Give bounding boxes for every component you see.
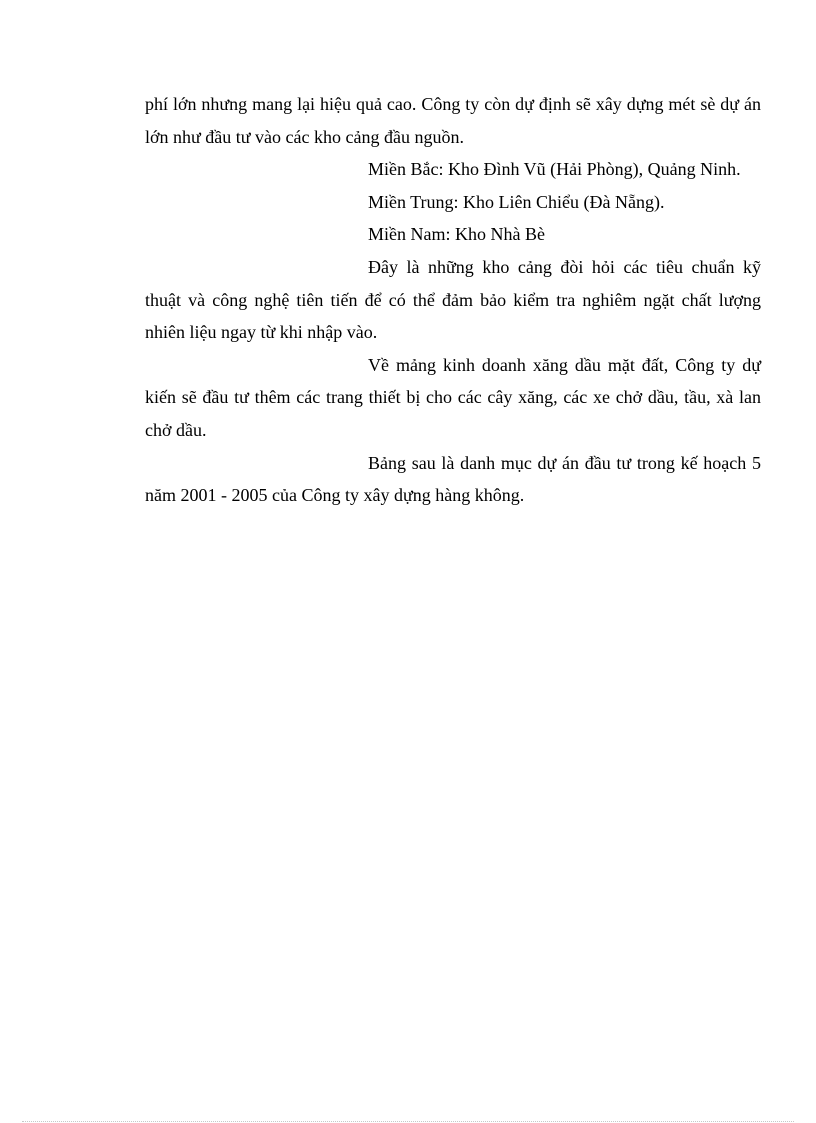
paragraph-mien-nam: Miền Nam: Kho Nhà Bè — [368, 224, 545, 245]
paragraph-continuation: phí lớn nhưng mang lại hiệu quả cao. Công ty còn dự định sẽ xây dựng mét sè dự án lớn như đầu tư vào các kho cảng đầu nguồn. — [145, 94, 761, 147]
paragraph-investment-table-intro: Bảng sau là danh mục dự án đầu tư trong kế hoạch 5 năm 2001 - 2005 của Công ty xây dựng hàng không. — [145, 452, 761, 506]
paragraph-ground-fuel-business: Về mảng kinh doanh xăng dầu mặt đất, Công ty dự kiến sẽ đầu tư thêm các trang thiết bị cho các cây xăng, các xe chở dầu, tầu, xà lan chở dầu. — [145, 354, 761, 440]
paragraph-mien-trung: Miền Trung: Kho Liên Chiểu (Đà Nẵng). — [368, 191, 665, 212]
paragraph-mien-bac: Miền Bắc: Kho Đình Vũ (Hải Phòng), Quảng Ninh. — [368, 159, 741, 180]
page-bottom-divider — [22, 1121, 794, 1122]
paragraph-port-standards: Đây là những kho cảng đòi hỏi các tiêu chuẩn kỹ thuật và công nghệ tiên tiến để có thể đảm bảo kiểm tra nghiêm ngặt chất lượng nhiên liệu ngay từ khi nhập vào. — [145, 256, 761, 343]
document-body — [145, 88, 761, 512]
